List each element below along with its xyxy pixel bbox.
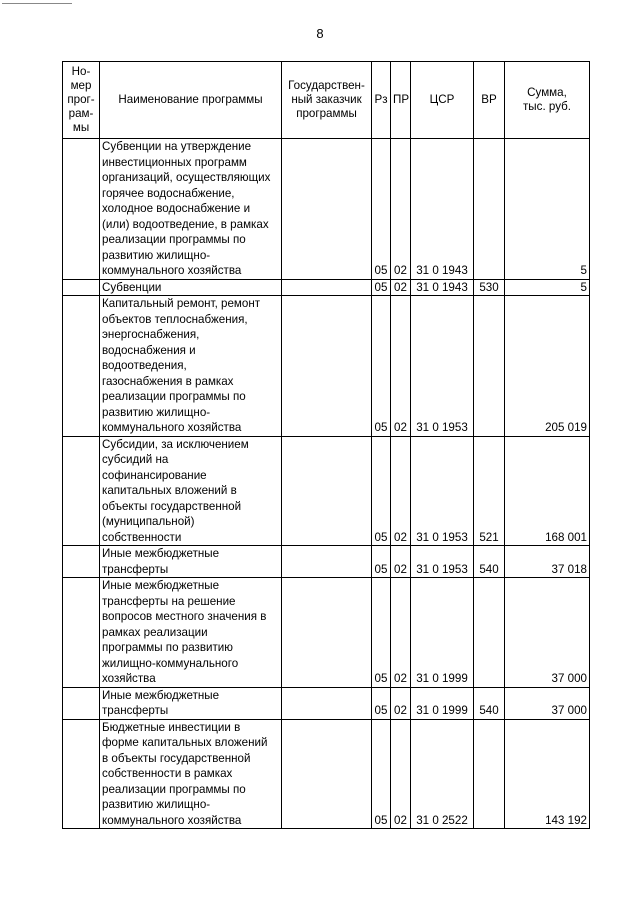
table-row bbox=[63, 687, 590, 719]
cell-customer bbox=[282, 719, 372, 829]
cell-rz: 05 bbox=[372, 687, 391, 719]
cell-customer bbox=[282, 139, 372, 280]
cell-number bbox=[63, 296, 100, 437]
cell-number bbox=[63, 719, 100, 829]
cell-vr bbox=[474, 578, 505, 688]
cell-pr: 02 bbox=[391, 436, 411, 546]
cell-sum: 5 bbox=[505, 139, 590, 280]
table-row bbox=[63, 436, 590, 546]
cell-csr: 31 0 1953 bbox=[411, 296, 474, 437]
cell-sum: 37 000 bbox=[505, 687, 590, 719]
cell-rz: 05 bbox=[372, 578, 391, 688]
cell-csr: 31 0 1999 bbox=[411, 687, 474, 719]
header-csr: ЦСР bbox=[411, 62, 474, 139]
cell-name: Иные межбюджетные трансферты bbox=[100, 687, 282, 719]
cell-sum: 143 192 bbox=[505, 719, 590, 829]
table-header-row bbox=[63, 62, 590, 139]
cell-number bbox=[63, 139, 100, 280]
table-row bbox=[63, 139, 590, 280]
cell-csr: 31 0 1943 bbox=[411, 279, 474, 296]
cell-customer bbox=[282, 296, 372, 437]
cell-vr: 521 bbox=[474, 436, 505, 546]
cell-rz: 05 bbox=[372, 296, 391, 437]
header-sum: Сумма, тыс. руб. bbox=[505, 62, 590, 139]
cell-csr: 31 0 1953 bbox=[411, 546, 474, 578]
cell-name: Иные межбюджетные трансферты bbox=[100, 546, 282, 578]
cell-sum: 37 018 bbox=[505, 546, 590, 578]
cell-rz: 05 bbox=[372, 436, 391, 546]
cell-name: Субвенции на утверждение инвестиционных программ организаций, осуществляющих горячее водоснабжение, холодное водоснабжение и (или) водоотведение, в рамках реализации программы по развитию жилищно- коммунального хозяйства bbox=[100, 139, 282, 280]
cell-name: Иные межбюджетные трансферты на решение вопросов местного значения в рамках реализации программы по развитию жилищно-коммунального хозяйства bbox=[100, 578, 282, 688]
page-number: 8 bbox=[316, 26, 324, 41]
cell-rz: 05 bbox=[372, 546, 391, 578]
cell-customer bbox=[282, 436, 372, 546]
cell-vr bbox=[474, 719, 505, 829]
cell-name: Бюджетные инвестиции в форме капитальных вложений в объекты государственной собственности в рамках реализации программы по развитию жилищно- коммунального хозяйства bbox=[100, 719, 282, 829]
cell-number bbox=[63, 436, 100, 546]
cell-pr: 02 bbox=[391, 296, 411, 437]
table-row bbox=[63, 578, 590, 688]
header-vr: ВР bbox=[474, 62, 505, 139]
table-row bbox=[63, 719, 590, 829]
cell-customer bbox=[282, 546, 372, 578]
cell-csr: 31 0 1999 bbox=[411, 578, 474, 688]
cell-rz: 05 bbox=[372, 719, 391, 829]
cell-rz: 05 bbox=[372, 279, 391, 296]
header-customer: Государствен- ный заказчик программы bbox=[282, 62, 372, 139]
cell-vr: 540 bbox=[474, 687, 505, 719]
cell-number bbox=[63, 578, 100, 688]
cell-name: Субвенции bbox=[100, 279, 282, 296]
cell-csr: 31 0 1953 bbox=[411, 436, 474, 546]
cell-customer bbox=[282, 687, 372, 719]
cell-number bbox=[63, 687, 100, 719]
table-row bbox=[63, 296, 590, 437]
cell-vr: 540 bbox=[474, 546, 505, 578]
budget-table bbox=[62, 61, 590, 829]
cell-csr: 31 0 2522 bbox=[411, 719, 474, 829]
cell-sum: 168 001 bbox=[505, 436, 590, 546]
scan-edge-mark bbox=[2, 3, 72, 6]
cell-sum: 205 019 bbox=[505, 296, 590, 437]
cell-customer bbox=[282, 279, 372, 296]
cell-pr: 02 bbox=[391, 139, 411, 280]
cell-pr: 02 bbox=[391, 546, 411, 578]
header-rz: Рз bbox=[372, 62, 391, 139]
cell-customer bbox=[282, 578, 372, 688]
cell-pr: 02 bbox=[391, 687, 411, 719]
cell-pr: 02 bbox=[391, 279, 411, 296]
cell-vr: 530 bbox=[474, 279, 505, 296]
cell-name: Капитальный ремонт, ремонт объектов теплоснабжения, энергоснабжения, водоснабжения и водоотведения, газоснабжения в рамках реализации программы по развитию жилищно- коммунального хозяйства bbox=[100, 296, 282, 437]
cell-number bbox=[63, 546, 100, 578]
cell-name: Субсидии, за исключением субсидий на софинансирование капитальных вложений в объекты государственной (муниципальной) собственности bbox=[100, 436, 282, 546]
header-program-name: Наименование программы bbox=[100, 62, 282, 139]
cell-vr bbox=[474, 139, 505, 280]
cell-number bbox=[63, 279, 100, 296]
header-program-number: Но- мер прог- рам- мы bbox=[63, 62, 100, 139]
cell-vr bbox=[474, 296, 505, 437]
cell-pr: 02 bbox=[391, 578, 411, 688]
cell-rz: 05 bbox=[372, 139, 391, 280]
cell-csr: 31 0 1943 bbox=[411, 139, 474, 280]
cell-sum: 37 000 bbox=[505, 578, 590, 688]
table-row bbox=[63, 279, 590, 296]
cell-pr: 02 bbox=[391, 719, 411, 829]
cell-sum: 5 bbox=[505, 279, 590, 296]
header-pr: ПР bbox=[391, 62, 411, 139]
table-row bbox=[63, 546, 590, 578]
